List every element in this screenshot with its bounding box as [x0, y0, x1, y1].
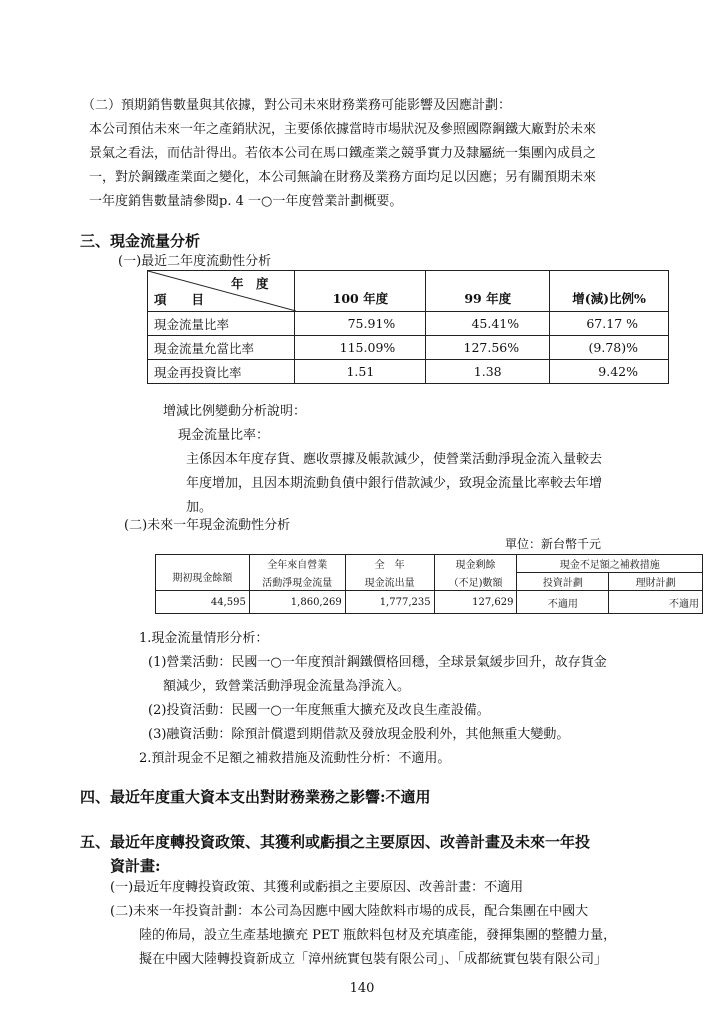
header-change: 增(減)比例%: [550, 271, 669, 312]
header-item-label: 項 目: [154, 292, 205, 307]
cell-op: 1,860,269: [249, 591, 345, 614]
table-row: [148, 360, 669, 384]
table-header-row: [148, 271, 669, 312]
header-remedy: 現金不足額之補救措施: [517, 555, 703, 573]
header-rem-line1: 現金剩餘: [434, 555, 517, 573]
intro-heading: （二）預期銷售數量與其依據，對公司未來財務業務可能影響及因應計劃：: [82, 98, 512, 113]
analysis-title: 增減比例變動分析說明：: [163, 404, 307, 419]
table-row: [148, 312, 669, 336]
section5-line: (二)未來一年投資計劃：本公司為因應中國大陸飲料市場的成長，配合集團在中國大: [110, 904, 589, 919]
section5-line: 擬在中國大陸轉投資新成立「漳州統實包裝有限公司」、「成都統實包裝有限公司」: [139, 952, 608, 967]
cash-analysis-line: (2)投資活動：民國一○一年度無重大擴充及改良生產設備。: [148, 703, 490, 718]
row-item: 現金流量允當比率: [148, 336, 295, 360]
row-change: 9.42%: [550, 360, 669, 384]
header-100: 100 年度: [295, 271, 426, 312]
intro-line: 本公司預估未來一年之產銷狀況，主要係依據當時市場狀況及參照國際鋼鐵大廠對於未來: [89, 122, 597, 137]
header-out-line2: 現金流出量: [345, 573, 434, 591]
liquidity-table: [147, 270, 669, 384]
row-v99: 1.38: [426, 360, 550, 384]
analysis-subtitle: 現金流量比率：: [178, 428, 270, 443]
cash-analysis-line: (1)營業活動：民國一○一年度預計鋼鐵價格回穩，全球景氣緩步回升，故存貨金: [148, 655, 607, 670]
intro-line: 一年度銷售數量請參閱p. 4 一○一年度營業計劃概要。: [89, 194, 403, 209]
row-item: 現金流量比率: [148, 312, 295, 336]
row-item: 現金再投資比率: [148, 360, 295, 384]
cash-analysis-line: 額減少，致營業活動淨現金流量為淨流入。: [163, 679, 411, 694]
section5-line: (一)最近年度轉投資政策、其獲利或虧損之主要原因、改善計畫：不適用: [110, 880, 524, 895]
row-change: 67.17 %: [550, 312, 669, 336]
cell-invest: 不適用: [517, 591, 609, 614]
section5-title-cont: 資計畫:: [110, 857, 161, 875]
analysis-line: 加。: [186, 500, 213, 515]
header-year-label: 年 度: [230, 276, 269, 291]
header-finance: 理財計劃: [609, 573, 703, 591]
header-op-line2: 活動淨現金流量: [249, 573, 345, 591]
row-v100: 115.09%: [295, 336, 426, 360]
analysis-line: 年度增加，且因本期流動負債中銀行借款減少，致現金流量比率較去年增: [186, 476, 603, 491]
section5-line: 陸的佈局，設立生產基地擴充 PET 瓶飲料包材及充填產能，發揮集團的整體力量，: [139, 928, 617, 943]
row-change: (9.78)%: [550, 336, 669, 360]
row-v99: 127.56%: [426, 336, 550, 360]
cell-begin: 44,595: [156, 591, 250, 614]
cash-forecast-table: [155, 554, 703, 614]
section3-sub1: (一)最近二年度流動性分析: [118, 254, 272, 269]
analysis-line: 主係因本年度存貨、應收票據及帳款減少，使營業活動淨現金流入量較去: [186, 452, 603, 467]
header-begin-balance: 期初現金餘額: [156, 555, 250, 591]
intro-line: 景氣之看法，而估計得出。若依本公司在馬口鐵產業之競爭實力及隸屬統一集團內成員之: [89, 146, 597, 161]
header-99: 99 年度: [426, 271, 550, 312]
unit-label: 單位：新台幣千元: [505, 537, 602, 551]
header-out-line1: 全 年: [345, 555, 434, 573]
header-op-line1: 全年來自營業: [249, 555, 345, 573]
cash-analysis-line: 1.現金流量情形分析：: [139, 631, 269, 646]
header-rem-line2: （不足)數額: [434, 573, 517, 591]
row-v99: 45.41%: [426, 312, 550, 336]
row-v100: 75.91%: [295, 312, 426, 336]
header-invest: 投資計劃: [517, 573, 609, 591]
page-number: 140: [349, 981, 375, 996]
cell-rem: 127,629: [434, 591, 517, 614]
cash-analysis-line: (3)融資活動：除預計償還到期借款及發放現金股利外，其他無重大變動。: [148, 727, 570, 742]
cell-out: 1,777,235: [345, 591, 434, 614]
section5-title: 五、最近年度轉投資政策、其獲利或虧損之主要原因、改善計畫及未來一年投: [80, 833, 591, 851]
table-row: [156, 591, 703, 614]
table-row: [148, 336, 669, 360]
section4-title: 四、最近年度重大資本支出對財務業務之影響:不適用: [80, 788, 431, 806]
section3-sub2: (二)未來一年現金流動性分析: [124, 518, 291, 533]
cash-analysis-line: 2.預計現金不足額之補救措施及流動性分析：不適用。: [139, 751, 451, 766]
table-header-row: [156, 555, 703, 573]
table-corner-cell: [148, 271, 295, 312]
row-v100: 1.51: [295, 360, 426, 384]
intro-line: 一，對於鋼鐵產業面之變化，本公司無論在財務及業務方面均足以因應；另有關預期未來: [89, 170, 597, 185]
cell-finance: 不適用: [609, 591, 703, 614]
section3-title: 三、現金流量分析: [80, 232, 201, 250]
